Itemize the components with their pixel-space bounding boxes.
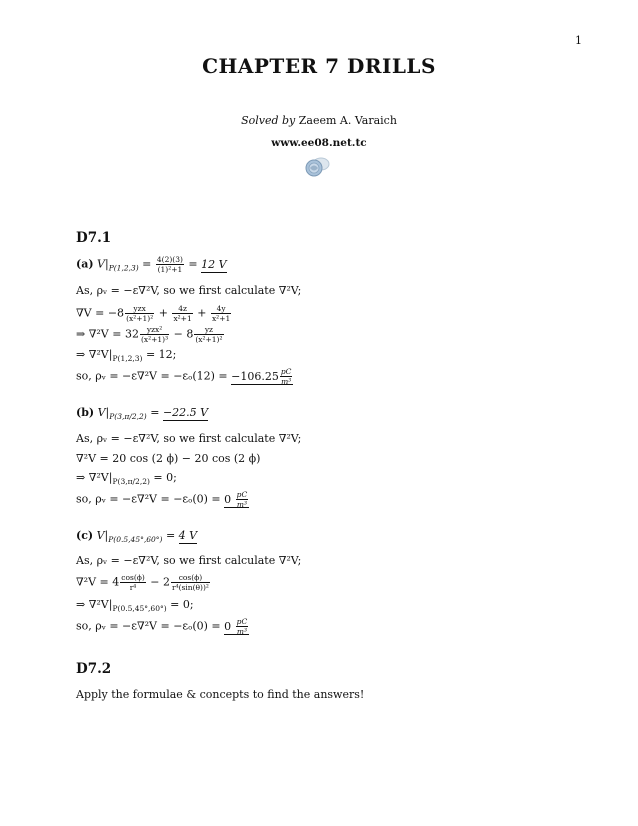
d71c-charge-density: so, ρᵥ = −ε∇²V = −εₒ(0) = 0 $\frac{pC}{\text{m³}}$	[76, 617, 248, 636]
author-name: Zaeem A. Varaich	[298, 114, 397, 127]
d71a-step-intro: As, ρᵥ = −ε∇²V, so we first calculate ∇²V;	[76, 284, 302, 297]
website-link[interactable]: www.ee08.net.tc	[271, 137, 367, 149]
d71a-laplacian-value: ⇒ $\nabla^2V|_{P(1,2,3)} = 12$;	[76, 348, 177, 363]
d72-text: Apply the formulae & concepts to find the answers!	[76, 688, 365, 701]
d71c-laplacian-value: ⇒ $\nabla^2V|_{P(0.5,45^\circ,60^\circ)} = 0$;	[76, 598, 194, 613]
d71b-laplacian: ∇²V = 20 cos (2 ϕ) − 20 cos (2 ϕ)	[76, 452, 261, 465]
section-heading-d72: D7.2	[76, 661, 112, 677]
section-heading-d71: D7.1	[76, 230, 112, 246]
d71c-result: (c) $V|_{P(0.5,45^\circ,60^\circ)} = 4$ V	[76, 529, 198, 544]
author-prefix: Solved by	[241, 114, 296, 127]
d71a-gradient: ∇V = −8 $\frac{\text{yzx}}{\text{(x²+1)²}}$ + $\frac{4z}{\text{x²+1}}$ + $\frac{4y}{\text{x²+1}}$	[76, 304, 231, 323]
d71c-laplacian: ∇²V = 4 $\frac{\cos(\phi)}{\text{r⁴}}$ − 2 $\frac{\cos(\phi)}{\text{r⁴(sin(θ))²}}$	[76, 573, 209, 592]
ee08-logo-icon	[303, 156, 333, 182]
author-line	[0, 114, 638, 127]
d71c-step-intro: As, ρᵥ = −ε∇²V, so we first calculate ∇²V;	[76, 554, 302, 567]
page-number: 1	[575, 34, 582, 47]
d71b-step-intro: As, ρᵥ = −ε∇²V, so we first calculate ∇²V;	[76, 432, 302, 445]
d71b-charge-density: so, ρᵥ = −ε∇²V = −εₒ(0) = 0 $\frac{pC}{\text{m³}}$	[76, 490, 248, 509]
page-title: CHAPTER 7 DRILLS	[202, 54, 436, 78]
d71b-laplacian-value: ⇒ $\nabla^2V|_{P(3,\pi/2,2)} = 0$;	[76, 471, 177, 486]
d71a-result: (a) $V|_{P(1,2,3)}$ = $\frac{4(2)(3)}{\text{(1)²+1}}$ = 12 V	[76, 255, 227, 274]
d71b-result: (b) $V|_{P(3,\pi/2,2)} = -22.5$ V	[76, 406, 209, 421]
d71a-charge-density: so, ρᵥ = −ε∇²V = −εₒ(12) = −106.25 $\frac{pC}{\text{m³}}$	[76, 367, 292, 386]
d71a-laplacian: ⇒ ∇²V = 32 $\frac{\text{yzx²}}{\text{(x²+1)³}}$ − 8 $\frac{yz}{\text{(x²+1)²}}$	[76, 325, 223, 344]
